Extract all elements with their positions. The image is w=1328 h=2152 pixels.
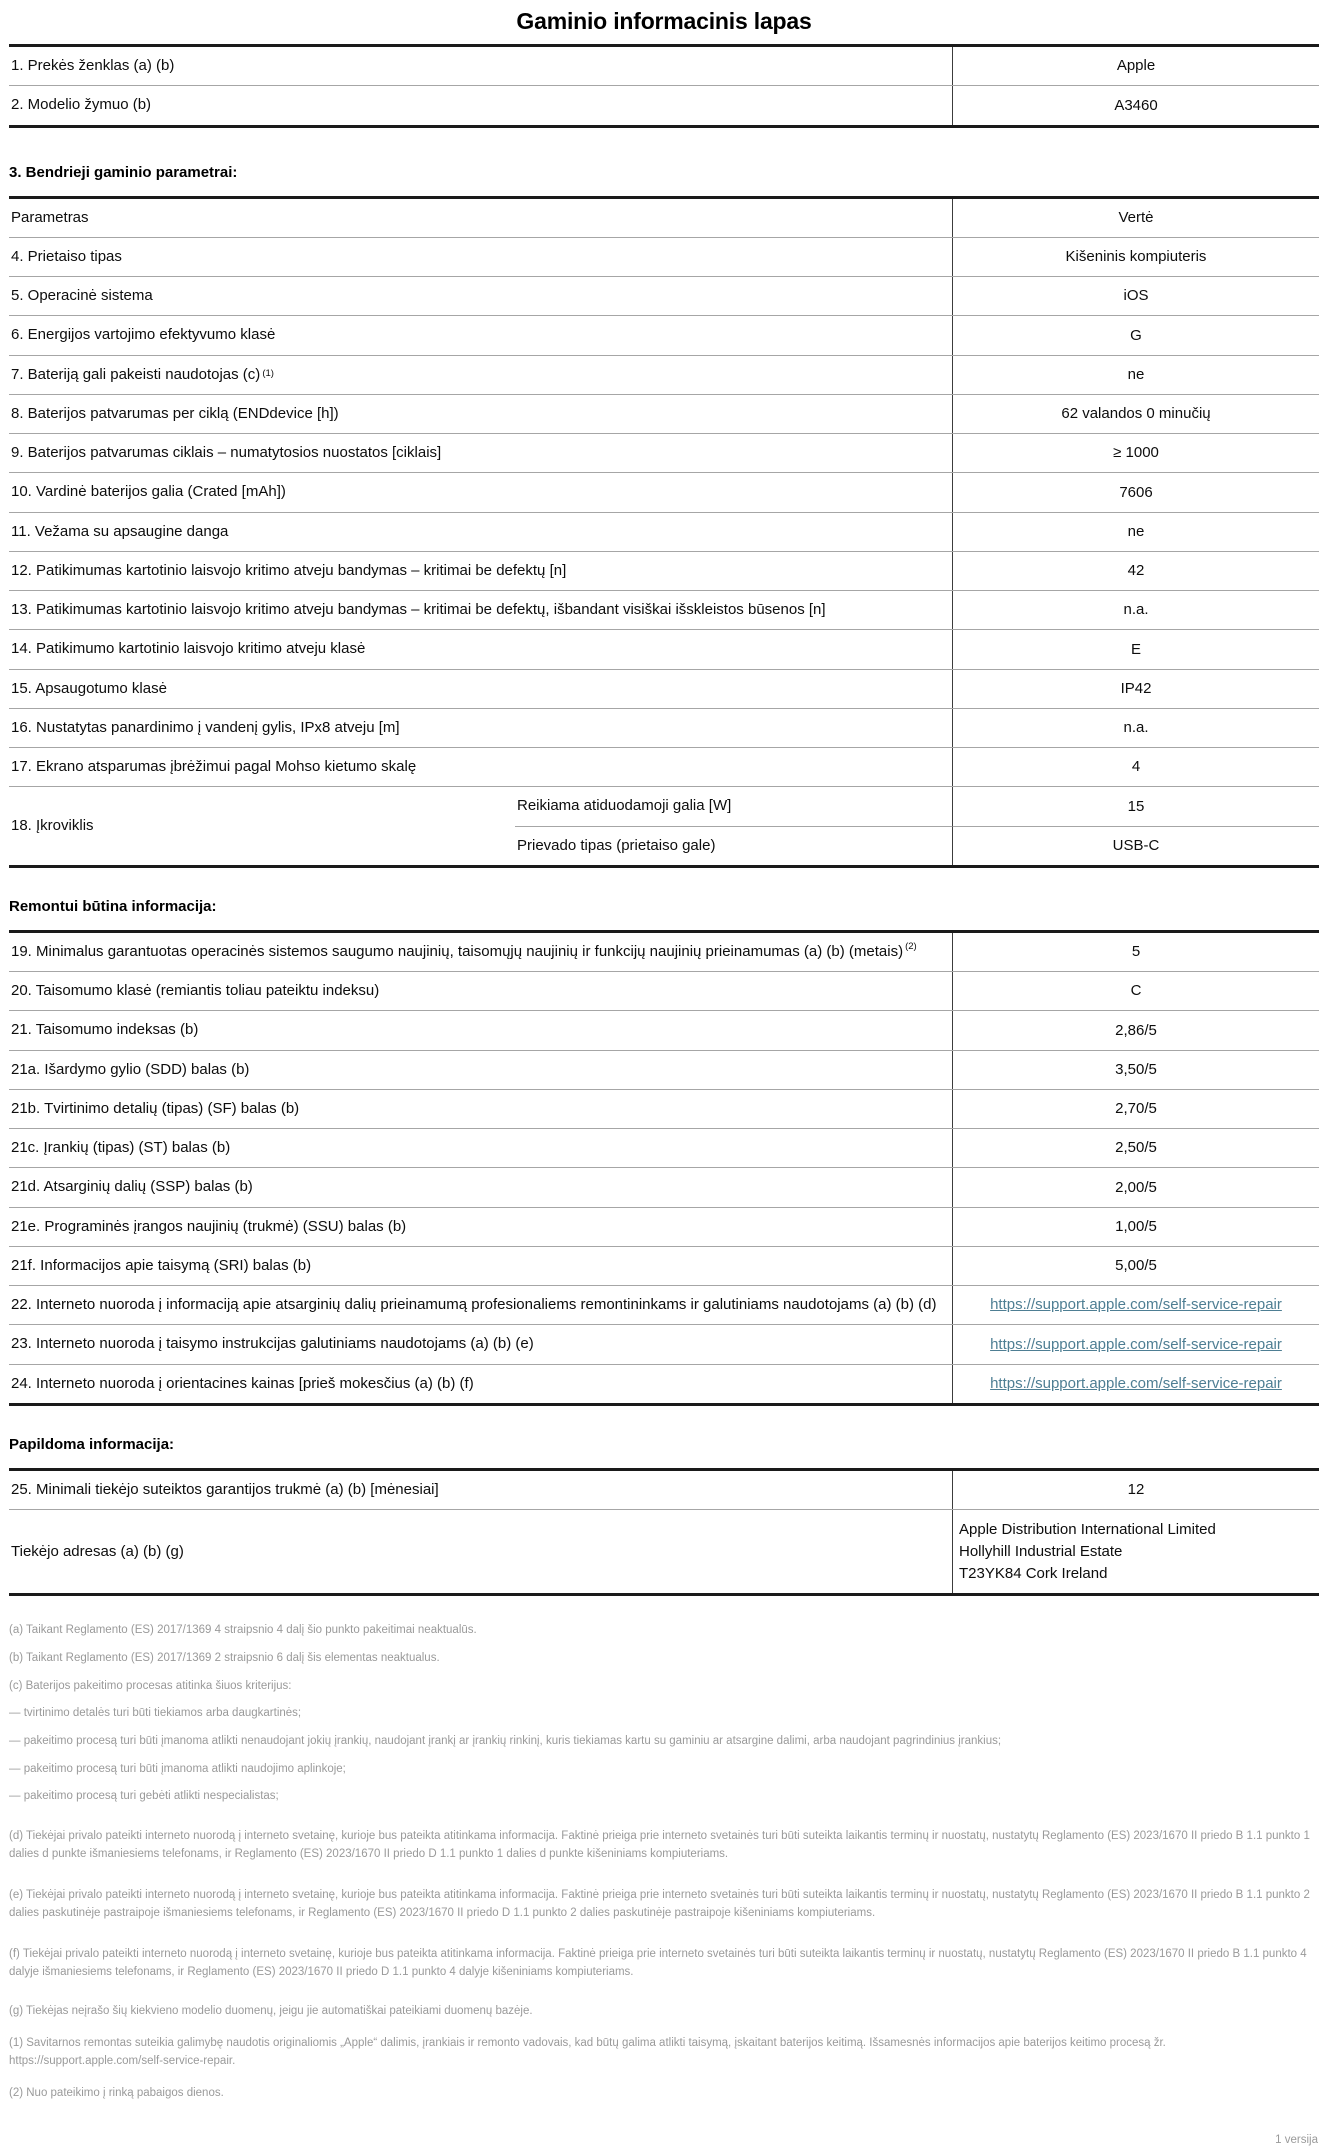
row-label: 7. Bateriją gali pakeisti naudotojas (c) $^{(1)}$ <box>9 356 952 394</box>
row-label: 20. Taisomumo klasė (remiantis toliau pateiktu indeksu) <box>11 982 380 999</box>
table-row <box>9 1089 1319 1128</box>
row-value: ≥ 1000 <box>952 434 1319 472</box>
supplier-address-row <box>9 1509 1319 1593</box>
row-value: 5 <box>952 933 1319 971</box>
footnote-2: (2) Nuo pateikimo į rinką pabaigos dienos. <box>9 2086 224 2099</box>
section-heading-repair: Remontui būtina informacija: <box>9 897 217 915</box>
row-value: Kišeninis kompiuteris <box>952 238 1319 276</box>
table-row <box>9 1246 1319 1285</box>
row-label: 13. Patikimumas kartotinio laisvojo kritimo atveju bandymas – kritimai be defektų, išbandant visiškai išskleistos būsenos [n] <box>11 601 826 618</box>
row-label: 11. Vežama su apsaugine danga <box>11 522 229 540</box>
table-row <box>9 933 1319 971</box>
row-value: 5,00/5 <box>952 1247 1319 1285</box>
table-row <box>9 629 1319 668</box>
footnote-e: (e) Tiekėjai privalo pateikti interneto nuorodą į interneto svetainę, kurioje bus pateikta atitinkama informacija. Faktinė prieiga prie interneto svetainės turi būti suteikta laikantis terminų ir nuostatų, nustatytų Reglamento (ES) 2023/1670 II priedo B 1.1 punkto 2 dalies paskutinėje pastraipoje išmaniesiems telefonams, ir Reglamento (ES) 2023/1670 II priedo D 1.1 punkto 2 dalies paskutinėje pastraipoje kišeniniams kompiuteriams. <box>9 1888 1310 1920</box>
footnote-d: (d) Tiekėjai privalo pateikti interneto nuorodą į interneto svetainę, kurioje bus pateikta atitinkama informacija. Faktinė prieiga prie interneto svetainės turi būti suteikta laikantis terminų ir nuostatų, nustatytų Reglamento (ES) 2023/1670 II priedo B 1.1 punkto 1 dalies d punkte išmaniesiems telefonams, ir Reglamento (ES) 2023/1670 II priedo D 1.1 punkto 1 dalies d punkte kišeniniams kompiuteriams. <box>9 1829 1310 1861</box>
section-heading-general: 3. Bendrieji gaminio parametrai: <box>9 163 238 181</box>
table-row <box>9 1128 1319 1167</box>
row-label: 15. Apsaugotumo klasė <box>11 679 167 697</box>
row-label: 22. Interneto nuoroda į informaciją apie atsarginių dalių prieinamumą profesionaliems remontininkams ir galutiniams naudotojams (a) (b) (d) <box>11 1296 937 1313</box>
footnote-b: (b) Taikant Reglamento (ES) 2017/1369 2 straipsnio 6 dalį šis elementas neaktualus. <box>9 1651 440 1664</box>
address-line: T23YK84 Cork Ireland <box>959 1564 1108 1582</box>
row-value: Apple <box>952 47 1319 85</box>
row-value: iOS <box>952 277 1319 315</box>
table-row <box>9 512 1319 551</box>
table-row <box>9 1285 1319 1324</box>
row-label: 21a. Išardymo gylio (SDD) balas (b) <box>11 1060 250 1078</box>
footnote-c-criterion: — pakeitimo procesą turi gebėti atlikti nespecialistas; <box>9 1790 279 1803</box>
self-service-repair-link[interactable]: https://support.apple.com/self-service-repair <box>990 1296 1282 1314</box>
table-row <box>9 1050 1319 1089</box>
table-row <box>9 1364 1319 1403</box>
table-row <box>9 551 1319 590</box>
row-value: 2,50/5 <box>952 1129 1319 1167</box>
page-title: Gaminio informacinis lapas <box>516 8 812 34</box>
footnote-c: (c) Baterijos pakeitimo procesas atitinka šiuos kriterijus: <box>9 1679 292 1692</box>
row-value: 42 <box>952 552 1319 590</box>
footnote-ref-2: (2) <box>905 940 917 952</box>
row-value: 2,86/5 <box>952 1011 1319 1049</box>
row-value <box>952 1286 1319 1324</box>
table-row <box>9 747 1319 786</box>
footnote-c-criterion: — tvirtinimo detalės turi būti tiekiamos arba daugkartinės; <box>9 1707 302 1720</box>
address-line: Hollyhill Industrial Estate <box>959 1542 1123 1560</box>
row-value: 12 <box>952 1471 1319 1509</box>
row-label: Tiekėjo adresas (a) (b) (g) <box>11 1542 184 1560</box>
row-label-text: 19. Minimalus garantuotas operacinės sistemos saugumo naujinių, taisomųjų naujinių ir funkcijų naujinių prieinamumas (a) (b) (metais) $^{(2)}$ <box>11 940 917 960</box>
row-value: 1,00/5 <box>952 1208 1319 1246</box>
footnote-a: (a) Taikant Reglamento (ES) 2017/1369 4 straipsnio 4 dalį šio punkto pakeitimai neaktualūs. <box>9 1624 477 1637</box>
row-label: 24. Interneto nuoroda į orientacines kainas [prieš mokesčius (a) (b) (f) <box>11 1374 474 1392</box>
row-label: 21c. Įrankių (tipas) (ST) balas (b) <box>11 1139 231 1156</box>
table-row <box>9 1010 1319 1049</box>
identification-table <box>9 44 1319 128</box>
table-row <box>9 472 1319 511</box>
self-service-repair-link[interactable]: https://support.apple.com/self-service-repair <box>990 1335 1282 1353</box>
row-label: 21b. Tvirtinimo detalių (tipas) (SF) balas (b) <box>11 1099 300 1117</box>
row-label: 9. Baterijos patvarumas ciklais – numatytosios nuostatos [ciklais] <box>11 444 442 461</box>
footnote-c-criterion: — pakeitimo procesą turi būti įmanoma atlikti naudojimo aplinkoje; <box>9 1762 346 1775</box>
row-value <box>952 1365 1319 1403</box>
row-value: 62 valandos 0 minučių <box>952 395 1319 433</box>
charger-row <box>9 786 1319 865</box>
row-value: 7606 <box>952 473 1319 511</box>
footnote-f: (f) Tiekėjai privalo pateikti interneto nuorodą į interneto svetainę, kurioje bus pateikta atitinkama informacija. Faktinė prieiga prie interneto svetainės turi būti suteikta laikantis terminų ir nuostatų, nustatytų Reglamento (ES) 2023/1670 II priedo B 1.1 punkto 4 dalyje išmaniesiems telefonams, ir Reglamento (ES) 2023/1670 II priedo D 1.1 punkto 4 dalyje kišeniniams kompiuteriams. <box>9 1947 1307 1978</box>
footnote-g: (g) Tiekėjas neįrašo šių kiekvieno modelio duomenų, jeigu jie automatiškai pateikiami duomenų bazėje. <box>9 2005 533 2018</box>
row-value: ne <box>952 356 1319 394</box>
additional-information-table <box>9 1468 1319 1597</box>
row-value: 4 <box>952 748 1319 786</box>
row-label: 2. Modelio žymuo (b) <box>11 96 152 114</box>
table-row <box>9 85 1319 124</box>
row-label: 4. Prietaiso tipas <box>11 247 122 265</box>
row-value: 2,00/5 <box>952 1168 1319 1206</box>
table-row <box>9 394 1319 433</box>
row-label: 8. Baterijos patvarumas per ciklą (ENDdevice [h]) <box>11 404 339 422</box>
address-lines <box>959 1519 1216 1584</box>
row-label: 5. Operacinė sistema <box>11 287 153 304</box>
row-label: 17. Ekrano atsparumas įbrėžimui pagal Mohso kietumo skalę <box>11 758 417 775</box>
row-value: IP42 <box>952 670 1319 708</box>
row-label: 21e. Programinės įrangos naujinių (trukmė) (SSU) balas (b) <box>11 1217 407 1235</box>
footnote-c-criterion: — pakeitimo procesą turi būti įmanoma atlikti nenaudojant jokių įrankių, naudojant įrankį ar įrankių rinkinį, kuris tiekiamas kartu su gaminiu ar atsargine dalimi, arba naudojant pagrindinius įrankius; <box>9 1734 1002 1747</box>
table-header-row <box>9 199 1319 237</box>
row-label <box>9 933 952 971</box>
general-parameters-table <box>9 196 1319 868</box>
table-row <box>9 315 1319 354</box>
row-value <box>952 1325 1319 1363</box>
charger-sub-value: 15 <box>952 787 1319 825</box>
row-label: 21. Taisomumo indeksas (b) <box>11 1021 199 1039</box>
column-header-parametras: Parametras <box>11 208 89 226</box>
row-label: 14. Patikimumo kartotinio laisvojo kritimo atveju klasė <box>11 640 366 658</box>
table-row <box>9 1167 1319 1206</box>
row-label: 12. Patikimumas kartotinio laisvojo kritimo atveju bandymas – kritimai be defektų [n] <box>11 561 567 579</box>
column-header-verte: Vertė <box>952 199 1319 237</box>
address-line: Apple Distribution International Limited <box>959 1521 1216 1538</box>
row-value: n.a. <box>952 709 1319 747</box>
table-row <box>9 590 1319 629</box>
row-label: 25. Minimali tiekėjo suteiktos garantijos trukmė (a) (b) [mėnesiai] <box>11 1480 439 1498</box>
row-value: E <box>952 630 1319 668</box>
row-label: 16. Nustatytas panardinimo į vandenį gylis, IPx8 atveju [m] <box>11 718 400 736</box>
self-service-repair-link[interactable]: https://support.apple.com/self-service-repair <box>990 1374 1282 1392</box>
table-row <box>9 1207 1319 1246</box>
charger-sub-label: Prievado tipas (prietaiso gale) <box>515 826 952 865</box>
row-label: 21f. Informacijos apie taisymą (SRI) balas (b) <box>11 1256 312 1274</box>
table-row <box>9 355 1319 394</box>
row-label: 10. Vardinė baterijos galia (Crated [mAh]) <box>11 483 286 501</box>
row-value: ne <box>952 513 1319 551</box>
table-row <box>9 1471 1319 1509</box>
footnote-1: (1) Savitarnos remontas suteikia galimybę naudotis originaliomis „Apple“ dalimis, įrankiais ir remonto vadovais, kad būtų galima atlikti taisymą, įskaitant baterijos keitimą. Išsamesnės informacijos apie baterijos keitimo procesą žr. https://support.apple.com/self-service-repair. <box>9 2036 1166 2068</box>
supplier-address <box>952 1510 1319 1593</box>
row-value: C <box>952 972 1319 1010</box>
row-label-text: 7. Bateriją gali pakeisti naudotojas (c) <box>11 365 261 383</box>
section-heading-additional: Papildoma informacija: <box>9 1435 175 1453</box>
table-row <box>9 971 1319 1010</box>
table-row <box>9 47 1319 85</box>
row-value: 2,70/5 <box>952 1090 1319 1128</box>
row-label: 21d. Atsarginių dalių (SSP) balas (b) <box>11 1178 253 1196</box>
table-row <box>9 1324 1319 1363</box>
repair-information-table <box>9 930 1319 1406</box>
row-value: G <box>952 316 1319 354</box>
row-value: A3460 <box>952 86 1319 124</box>
row-label: 6. Energijos vartojimo efektyvumo klasė <box>11 326 276 344</box>
table-row <box>9 276 1319 315</box>
table-row <box>9 708 1319 747</box>
charger-sub-label: Reikiama atiduodamoji galia [W] <box>517 797 732 815</box>
table-row <box>9 237 1319 276</box>
version-label: 1 versija <box>1275 2134 1318 2147</box>
table-row <box>9 433 1319 472</box>
row-label: 23. Interneto nuoroda į taisymo instrukcijas galutiniams naudotojams (a) (b) (e) <box>11 1335 534 1353</box>
charger-sub-value: USB-C <box>952 826 1319 865</box>
row-value: n.a. <box>952 591 1319 629</box>
footnotes <box>9 1622 1319 2101</box>
table-row <box>9 669 1319 708</box>
row-value: 3,50/5 <box>952 1051 1319 1089</box>
row-label: 18. Įkroviklis <box>11 816 94 834</box>
row-label: 1. Prekės ženklas (a) (b) <box>11 57 175 74</box>
